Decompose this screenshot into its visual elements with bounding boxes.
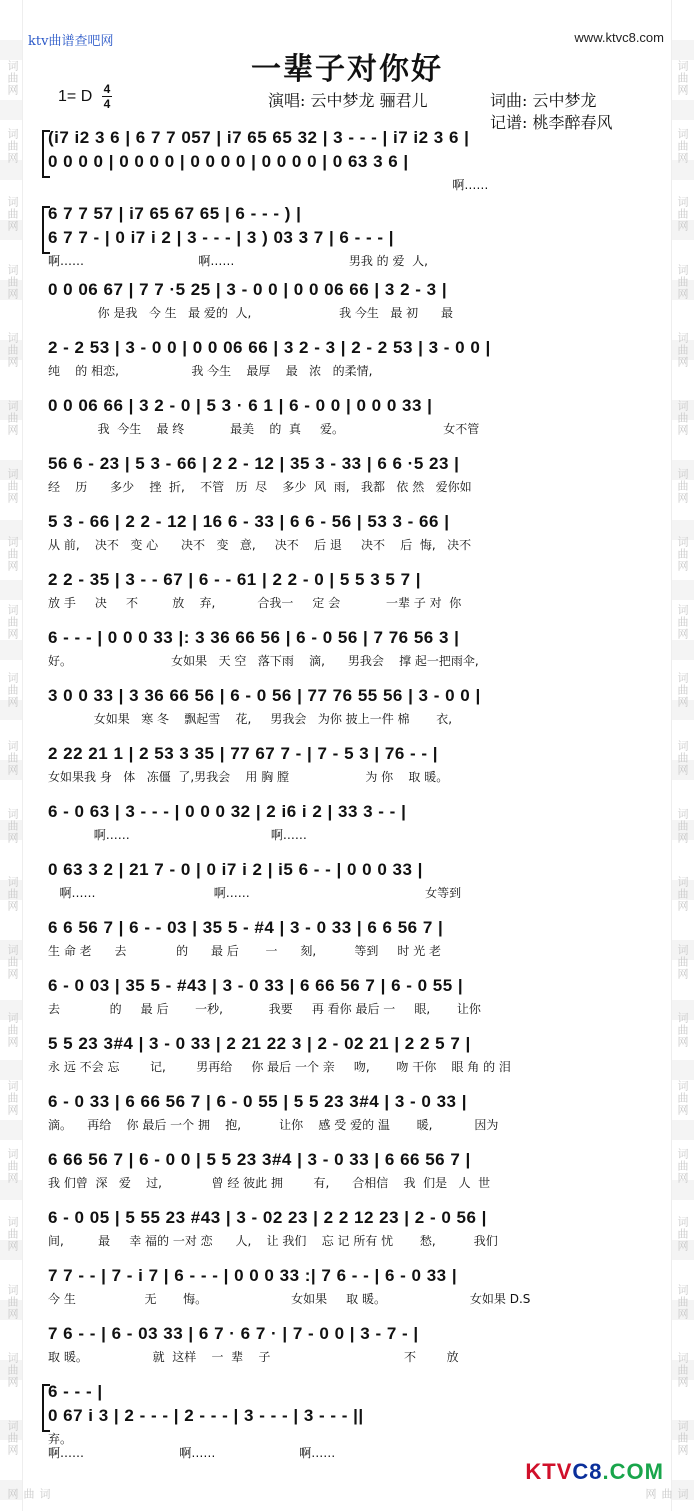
watermark-text: 词曲网 — [6, 1352, 19, 1388]
lyric-line: 你 是我 今 生 最 爱的 人, 我 今生 最 初 最 — [48, 306, 454, 320]
watermark-text: 词曲网 — [676, 1216, 689, 1252]
lyric-line: 好。 女如果 天 空 落下雨 滴, 男我会 撑 起一把雨伞, — [48, 654, 479, 668]
system-brace — [42, 206, 50, 254]
lyric-line: 女如果我 身 体 冻僵 了,男我会 用 胸 膛 为 你 取 暖。 — [48, 770, 449, 784]
singer-credit: 演唱: 云中梦龙 骊君儿 — [268, 91, 428, 110]
notation-row: 0 0 0 0 | 0 0 0 0 | 0 0 0 0 | 0 0 0 0 | 0 63 3 6 | — [48, 152, 409, 171]
composer-credit: 词曲: 云中梦龙 — [490, 91, 597, 110]
watermark-text: 词曲网 — [6, 332, 19, 368]
watermark-text: 词曲网 — [676, 128, 689, 164]
lyric-line: 滴。 再给 你 最后 一个 拥 抱, 让你 感 受 爱的 温 暖, 因为 — [48, 1118, 499, 1132]
lyric-line: 经 历 多少 挫 折, 不管 历 尽 多少 风 雨, 我都 依 然 爱你如 — [48, 480, 472, 494]
watermark-text: 词曲网 — [6, 1012, 19, 1048]
notation-row: 0 0 06 67 | 7 7 ·5 25 | 3 - 0 0 | 0 0 06 66 | 3 2 - 3 | — [48, 280, 448, 299]
notation-row: 2 - 2 53 | 3 - 0 0 | 0 0 06 66 | 3 2 - 3 | 2 - 2 53 | 3 - 0 0 | — [48, 338, 491, 357]
notation-row: 6 - - - | — [48, 1382, 103, 1401]
watermark-text: 词曲网 — [6, 264, 19, 300]
logo-part-3: .COM — [602, 1459, 664, 1484]
watermark-text: 词曲网 — [6, 808, 19, 844]
site-logo — [525, 1459, 664, 1485]
watermark-text: 词曲网 — [6, 60, 19, 96]
notation-row: 56 6 - 23 | 5 3 - 66 | 2 2 - 12 | 35 3 - 33 | 6 6 ·5 23 | — [48, 454, 460, 473]
watermark-text: 词曲网 — [676, 1012, 689, 1048]
watermark-text: 词曲网 — [676, 400, 689, 436]
watermark-text: 词曲网 — [676, 1352, 689, 1388]
lyric-line: 女如果 寒 冬 飘起雪 花, 男我会 为你 披上一件 棉 衣, — [48, 712, 453, 726]
lyric-line: 生 命 老 去 的 最 后 一 刻, 等到 时 光 老 — [48, 944, 442, 958]
notation-row: 6 7 7 - | 0 i7 i 2 | 3 - - - | 3 ) 03 3 7 | 6 - - - | — [48, 228, 395, 247]
notation-row: 6 66 56 7 | 6 - 0 0 | 5 5 23 3#4 | 3 - 0 33 | 6 66 56 7 | — [48, 1150, 471, 1169]
key-signature: 1= D — [58, 88, 93, 105]
watermark-text: 词曲网 — [6, 1284, 19, 1320]
notation-row: 6 - - - | 0 0 0 33 |: 3 36 66 56 | 6 - 0 56 | 7 76 56 3 | — [48, 628, 460, 647]
system-brace — [42, 1384, 50, 1432]
lyric-line: 放 手 决 不 放 弃, 合我一 定 会 一辈 子 对 你 — [48, 596, 462, 610]
meter-bottom: 4 — [103, 97, 111, 111]
watermark-text: 词曲网 — [6, 400, 19, 436]
watermark-text: 词曲网 — [676, 196, 689, 232]
lyric-line: 永 远 不会 忘 记, 男再给 你 最后 一个 亲 吻, 吻 干你 眼 角 的 泪 — [48, 1060, 511, 1074]
watermark-text: 词曲网 — [676, 332, 689, 368]
watermark-text: 词曲网 — [676, 264, 689, 300]
notation-row: 7 7 - - | 7 - i 7 | 6 - - - | 0 0 0 33 :| 7 6 - - | 6 - 0 33 | — [48, 1266, 458, 1285]
notation-row: 6 - 0 63 | 3 - - - | 0 0 0 32 | 2 i6 i 2 | 33 3 - - | — [48, 802, 407, 821]
watermark-text: 词曲网 — [6, 740, 19, 776]
notation-row: 5 3 - 66 | 2 2 - 12 | 16 6 - 33 | 6 6 - 56 | 53 3 - 66 | — [48, 512, 450, 531]
time-signature — [102, 83, 112, 110]
watermark-text: 词曲网 — [6, 604, 19, 640]
site-url-right: www.ktvc8.com — [574, 30, 664, 45]
notation-row: 6 - 0 33 | 6 66 56 7 | 6 - 0 55 | 5 5 23 3#4 | 3 - 0 33 | — [48, 1092, 467, 1111]
meter-top: 4 — [103, 82, 111, 96]
lyric-line: 啊…… 啊…… — [48, 828, 307, 842]
watermark-text: 词曲网 — [676, 536, 689, 572]
lyric-line: 从 前, 决不 变 心 决不 变 意, 决不 后 退 决不 后 悔, 决不 — [48, 538, 472, 552]
watermark-text: 词曲网 — [676, 604, 689, 640]
watermark-text: 词曲网 — [6, 128, 19, 164]
site-name-left: ktv曲谱查吧网 — [28, 34, 114, 49]
song-title: 一辈子对你好 — [251, 52, 443, 87]
notation-row: 6 - 0 03 | 35 5 - #43 | 3 - 0 33 | 6 66 56 7 | 6 - 0 55 | — [48, 976, 464, 995]
lyric-line: 我 们曾 深 爱 过, 曾 经 彼此 拥 有, 合相信 我 们是 人 世 — [48, 1176, 491, 1190]
watermark-text: 词曲网 — [6, 196, 19, 232]
notation-row: 6 7 7 57 | i7 65 67 65 | 6 - - - ) | — [48, 204, 302, 223]
lyric-line: 间, 最 幸 福的 一对 恋 人, 让 我们 忘 记 所有 忧 愁, 我们 — [48, 1234, 498, 1248]
logo-part-1: KTV — [525, 1459, 573, 1484]
notation-row: 5 5 23 3#4 | 3 - 0 33 | 2 21 22 3 | 2 - 02 21 | 2 2 5 7 | — [48, 1034, 471, 1053]
system-brace — [42, 130, 50, 178]
watermark-text: 词曲网 — [676, 876, 689, 912]
notation-row: 6 6 56 7 | 6 - - 03 | 35 5 - #4 | 3 - 0 33 | 6 6 56 7 | — [48, 918, 444, 937]
lyric-line: 纯 的 相恋, 我 今生 最厚 最 浓 的柔情, — [48, 364, 373, 378]
watermark-text: 词曲网 — [676, 1148, 689, 1184]
notation-row: 7 6 - - | 6 - 03 33 | 6 7 · 6 7 · | 7 - 0 0 | 3 - 7 - | — [48, 1324, 419, 1343]
watermark-text: 词曲网 — [676, 808, 689, 844]
watermark-text: 词曲网 — [6, 672, 19, 708]
watermark-text: 词曲网 — [6, 536, 19, 572]
watermark-text: 词曲网 — [676, 1284, 689, 1320]
watermark-text: 词曲网 — [6, 1488, 51, 1500]
notation-row: 0 63 3 2 | 21 7 - 0 | 0 i7 i 2 | i5 6 - - | 0 0 0 33 | — [48, 860, 423, 879]
watermark-text: 词曲网 — [676, 944, 689, 980]
watermark-text: 词曲网 — [6, 944, 19, 980]
watermark-text: 词曲网 — [6, 468, 19, 504]
notation-row: 2 2 - 35 | 3 - - 67 | 6 - - 61 | 2 2 - 0 | 5 5 3 5 7 | — [48, 570, 422, 589]
lyric-line: 啊…… 啊…… 女等到 — [48, 886, 462, 900]
watermark-text: 词曲网 — [6, 876, 19, 912]
lyric-line: 取 暖。 就 这样 一 辈 子 不 放 — [48, 1350, 459, 1364]
notation-row: 2 22 21 1 | 2 53 3 35 | 77 67 7 - | 7 - 5 3 | 76 - - | — [48, 744, 439, 763]
transcriber-credit: 记谱: 桃李醉春风 — [490, 113, 613, 132]
lyric-line: 去 的 最 后 一秒, 我要 再 看你 最后 一 眼, 让你 — [48, 1002, 481, 1016]
watermark-text: 词曲网 — [676, 60, 689, 96]
watermark-text: 词曲网 — [6, 1148, 19, 1184]
watermark-text: 词曲网 — [6, 1216, 19, 1252]
lyric-line: 啊…… 啊…… 男我 的 爱 人, — [48, 254, 428, 268]
watermark-text: 词曲网 — [676, 740, 689, 776]
lyric-line: 啊…… 啊…… 啊…… — [48, 1446, 336, 1460]
lyric-line: 啊…… — [48, 178, 489, 192]
watermark-text: 词曲网 — [676, 1420, 689, 1456]
lyric-line: 我 今生 最 终 最美 的 真 爱。 女不管 — [48, 422, 480, 436]
notation-row: 6 - 0 05 | 5 55 23 #43 | 3 - 02 23 | 2 2 12 23 | 2 - 0 56 | — [48, 1208, 487, 1227]
watermark-text: 词曲网 — [644, 1488, 689, 1500]
lyric-line: 弃。 — [48, 1432, 73, 1446]
watermark-text: 词曲网 — [6, 1080, 19, 1116]
watermark-text: 词曲网 — [676, 1080, 689, 1116]
lyric-line: 今 生 无 悔。 女如果 取 暖。 女如果 D.S — [48, 1292, 531, 1306]
watermark-text: 词曲网 — [676, 672, 689, 708]
watermark-text: 词曲网 — [676, 468, 689, 504]
notation-row: 0 0 06 66 | 3 2 - 0 | 5 3 · 6 1 | 6 - 0 0 | 0 0 0 33 | — [48, 396, 433, 415]
notation-row: (i7 i2 3 6 | 6 7 7 057 | i7 65 65 32 | 3 - - - | i7 i2 3 6 | — [48, 128, 470, 147]
notation-row: 0 67 i 3 | 2 - - - | 2 - - - | 3 - - - | 3 - - - || — [48, 1406, 364, 1425]
logo-part-2: C8 — [572, 1459, 603, 1484]
notation-row: 3 0 0 33 | 3 36 66 56 | 6 - 0 56 | 77 76 55 56 | 3 - 0 0 | — [48, 686, 481, 705]
watermark-text: 词曲网 — [6, 1420, 19, 1456]
